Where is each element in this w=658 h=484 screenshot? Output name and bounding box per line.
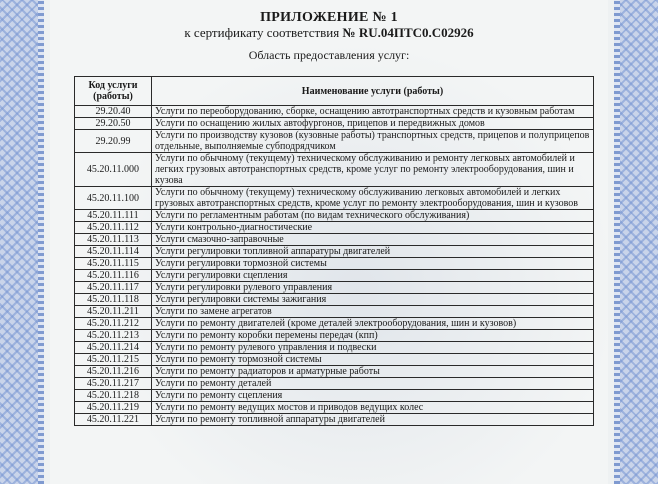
service-name: Услуги регулировки рулевого управления [152,282,594,294]
header-name: Наименование услуги (работы) [152,77,594,106]
service-name: Услуги по ремонту ведущих мостов и приводов ведущих колес [152,402,594,414]
service-code: 45.20.11.217 [75,378,152,390]
service-name: Услуги по ремонту рулевого управления и подвески [152,342,594,354]
table-row [75,130,594,153]
service-code: 45.20.11.212 [75,318,152,330]
service-name: Услуги по ремонту двигателей (кроме деталей электрооборудования, шин и кузовов) [152,318,594,330]
service-code: 45.20.11.218 [75,390,152,402]
table-row [75,258,594,270]
service-name: Услуги регулировки системы зажигания [152,294,594,306]
service-name: Услуги по ремонту радиаторов и арматурные работы [152,366,594,378]
service-code: 45.20.11.211 [75,306,152,318]
service-code: 45.20.11.215 [75,354,152,366]
service-code: 45.20.11.219 [75,402,152,414]
service-code: 29.20.40 [75,106,152,118]
service-code: 45.20.11.216 [75,366,152,378]
table-row [75,342,594,354]
table-row [75,402,594,414]
service-name: Услуги по ремонту топливной аппаратуры двигателей [152,414,594,426]
service-name: Услуги по обычному (текущему) техническому обслуживанию легковых автомобилей и легких грузовых автотранспортных средств, кроме услуг по ремонту электрооборудования, шин и кузовов [152,187,594,210]
table-row [75,414,594,426]
subtitle-prefix: к сертификату соответствия [184,25,340,40]
service-name: Услуги по ремонту тормозной системы [152,354,594,366]
table-row [75,187,594,210]
service-name: Услуги по ремонту деталей [152,378,594,390]
certificate-number: № RU.04ПТС0.С02926 [342,25,474,40]
table-row [75,330,594,342]
service-code: 45.20.11.221 [75,414,152,426]
decorative-border-left [0,0,44,484]
service-code: 29.20.50 [75,118,152,130]
service-name: Услуги по замене агрегатов [152,306,594,318]
service-code: 45.20.11.115 [75,258,152,270]
service-name: Услуги регулировки тормозной системы [152,258,594,270]
service-code: 45.20.11.117 [75,282,152,294]
table-row [75,234,594,246]
table-row [75,210,594,222]
area-label: Область предоставления услуг: [248,48,410,62]
service-code: 45.20.11.111 [75,210,152,222]
document-subtitle [50,25,608,41]
table-row [75,153,594,187]
service-code: 45.20.11.116 [75,270,152,282]
service-name: Услуги регулировки сцепления [152,270,594,282]
table-row [75,294,594,306]
service-code: 29.20.99 [75,130,152,153]
table-row [75,306,594,318]
table-row [75,390,594,402]
table-row [75,378,594,390]
service-code: 45.20.11.000 [75,153,152,187]
document-title: ПРИЛОЖЕНИЕ № 1 [260,10,398,25]
service-name: Услуги по ремонту коробки перемены передач (кпп) [152,330,594,342]
service-name: Услуги по регламентным работам (по видам технического обслуживания) [152,210,594,222]
table-row [75,354,594,366]
table-row [75,222,594,234]
table-row [75,366,594,378]
service-code: 45.20.11.213 [75,330,152,342]
decorative-border-right [614,0,658,484]
table-header-row [75,77,594,106]
service-code: 45.20.11.113 [75,234,152,246]
table-row [75,106,594,118]
service-name: Услуги регулировки топливной аппаратуры двигателей [152,246,594,258]
service-code: 45.20.11.100 [75,187,152,210]
service-name: Услуги по переоборудованию, сборке, оснащению автотранспортных средств и кузовным работам [152,106,594,118]
table-row [75,318,594,330]
service-name: Услуги по ремонту сцепления [152,390,594,402]
services-table [74,76,594,426]
service-name: Услуги по производству кузовов (кузовные работы) транспортных средств, прицепов и полуприцепов отдельные, выполняемые субподрядчиком [152,130,594,153]
service-code: 45.20.11.112 [75,222,152,234]
table-row [75,270,594,282]
service-code: 45.20.11.114 [75,246,152,258]
service-name: Услуги по оснащению жилых автофургонов, прицепов и передвижных домов [152,118,594,130]
table-row [75,246,594,258]
service-code: 45.20.11.214 [75,342,152,354]
service-name: Услуги смазочно-заправочные [152,234,594,246]
service-name: Услуги по обычному (текущему) техническому обслуживанию и ремонту легковых автомобилей и легких грузовых автотранспортных средств, кроме услуг по ремонту электрооборудования, шин и кузова [152,153,594,187]
service-code: 45.20.11.118 [75,294,152,306]
header-code: Код услуги (работы) [75,77,152,106]
table-row [75,282,594,294]
certificate-sheet [50,0,608,484]
table-row [75,118,594,130]
service-name: Услуги контрольно-диагностические [152,222,594,234]
